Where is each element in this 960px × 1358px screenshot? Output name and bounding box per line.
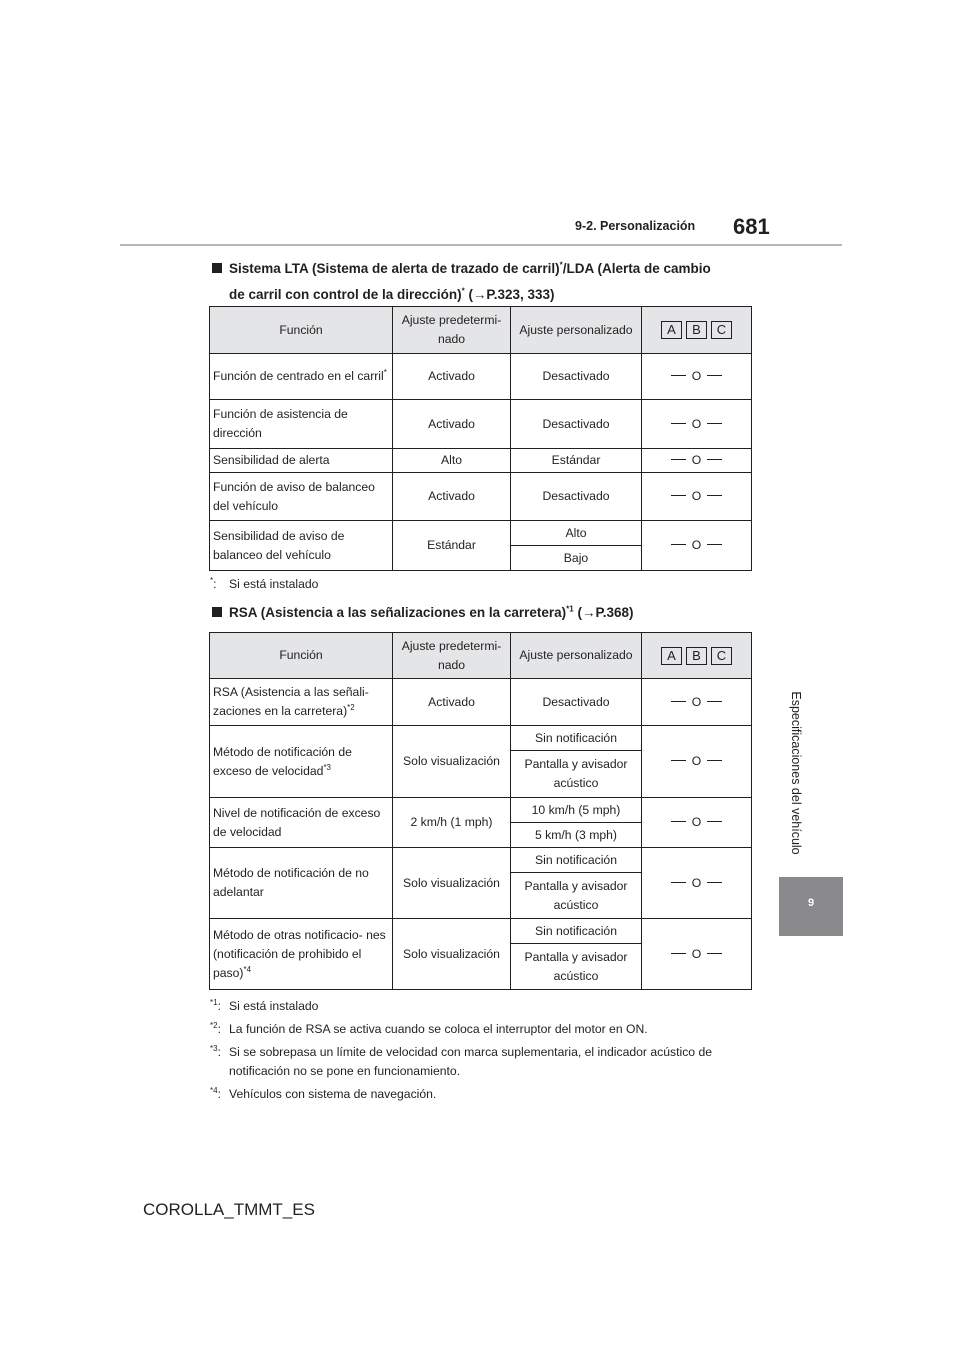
header-divider (120, 244, 842, 246)
table-row: Método de notificación de exceso de velocidad$^{*3}$ Solo visualización Sin notificación O (210, 726, 752, 751)
default-value: Activado (393, 400, 511, 449)
function-name: Función de asistencia de dirección (213, 407, 348, 440)
chapter-tab (779, 877, 843, 936)
custom-value: Desactivado (511, 354, 642, 400)
abc-marks: O (642, 798, 752, 848)
function-name: Nivel de notificación de exceso de velocidad (213, 805, 381, 839)
default-value: Alto (393, 449, 511, 473)
box-b: B (686, 647, 707, 665)
box-b: B (686, 321, 707, 339)
function-name: Función de aviso de balanceo del vehículo (213, 479, 375, 513)
table-row: Función de centrado en el carril* Activado Desactivado O (210, 354, 752, 400)
footnote: $^{*1}$: Si está instalado (210, 997, 319, 1013)
custom-value: Sin notificación (511, 919, 642, 944)
abc-marks: O (642, 726, 752, 798)
function-name: Método de notificación de no adelantar (213, 866, 369, 899)
custom-value: 5 km/h (3 mph) (511, 823, 642, 848)
table-row (210, 521, 752, 546)
table-header-row (210, 307, 752, 354)
default-value: 2 km/h (1 mph) (393, 798, 511, 848)
lta-settings-table (209, 306, 752, 571)
table-row (210, 848, 752, 873)
col-header-funcion: Función (210, 633, 393, 679)
abc-marks: O (642, 354, 752, 400)
section2-heading: RSA (Asistencia a las señalizaciones en la carretera)$^{*1}$ (→P.368) (212, 600, 634, 626)
custom-value: Desactivado (511, 400, 642, 449)
custom-value: Sin notificación (511, 726, 642, 751)
page-number: 681 (733, 214, 770, 239)
footnote: *: Si está instalado (210, 575, 319, 591)
section-title: 9-2. Personalización (575, 219, 696, 233)
function-name: Sensibilidad de aviso de balanceo del vehículo (213, 528, 345, 562)
section1-heading: Sistema LTA (Sistema de alerta de trazado de carril)*/LDA (Alerta de cambio de carril con control de la dirección)* (→P.323, 333) (212, 256, 711, 308)
abc-marks: O (642, 848, 752, 919)
custom-value: Estándar (511, 449, 642, 473)
chapter-side-label (776, 688, 816, 858)
abc-marks: O (642, 919, 752, 990)
custom-value: Desactivado (511, 679, 642, 726)
function-name: Método de otras notificacio- nes (notificación de prohibido el paso) (213, 927, 386, 980)
custom-value: Pantalla y avisador acústico (511, 944, 642, 990)
col-header-abc (642, 307, 752, 354)
footnote: $^{*2}$: La función de RSA se activa cuando se coloca el interruptor del motor en ON. (210, 1020, 648, 1036)
default-value: Solo visualización (393, 919, 511, 990)
default-value: Estándar (393, 521, 511, 571)
function-name: Sensibilidad de alerta (213, 453, 330, 467)
footnote: $^{*3}$: Si se sobrepasa un límite de velocidad con marca suplementaria, el indicador acústico de notificación no se pone en funcionamiento. (210, 1043, 713, 1078)
table-row (210, 449, 752, 473)
abc-marks: O (642, 679, 752, 726)
custom-value: 10 km/h (5 mph) (511, 798, 642, 823)
custom-value: Pantalla y avisador acústico (511, 873, 642, 919)
default-value: Solo visualización (393, 848, 511, 919)
footnote: $^{*4}$: Vehículos con sistema de navegación. (210, 1085, 437, 1101)
custom-value: Desactivado (511, 473, 642, 521)
chapter-number: 9 (807, 897, 815, 909)
table-row (210, 400, 752, 449)
col-header-abc (642, 633, 752, 679)
col-header-default: Ajuste predetermi- nado (393, 633, 511, 679)
document-code: COROLLA_TMMT_ES (143, 1200, 315, 1219)
default-value: Activado (393, 354, 511, 400)
default-value: Solo visualización (393, 726, 511, 798)
col-header-custom: Ajuste personalizado (511, 633, 642, 679)
abc-marks: O (642, 449, 752, 473)
chapter-title: Especificaciones del vehículo (789, 691, 803, 855)
custom-value: Bajo (511, 546, 642, 571)
col-header-funcion: Función (210, 307, 393, 354)
function-name: Método de notificación de exceso de velocidad (213, 744, 352, 778)
table-row: Método de otras notificacio- nes (notificación de prohibido el paso)$^{*4}$ Solo visualización Sin notificación O (210, 919, 752, 944)
rsa-settings-table (209, 632, 752, 990)
table-row: RSA (Asistencia a las señali- zaciones en la carretera)$^{*2}$ Activado Desactivado O (210, 679, 752, 726)
custom-value: Sin notificación (511, 848, 642, 873)
square-bullet-icon (212, 263, 222, 273)
abc-marks: O (642, 521, 752, 571)
box-a: A (661, 321, 682, 339)
table-header-row (210, 633, 752, 679)
table-row (210, 473, 752, 521)
custom-value: Alto (511, 521, 642, 546)
box-a: A (661, 647, 682, 665)
function-name: Función de centrado en el carril (213, 369, 384, 383)
custom-value: Pantalla y avisador acústico (511, 751, 642, 798)
abc-marks: O (642, 400, 752, 449)
col-header-default: Ajuste predetermi- nado (393, 307, 511, 354)
default-value: Activado (393, 473, 511, 521)
box-c: C (711, 647, 732, 665)
box-c: C (711, 321, 732, 339)
square-bullet-icon (212, 607, 222, 617)
default-value: Activado (393, 679, 511, 726)
col-header-custom: Ajuste personalizado (511, 307, 642, 354)
function-name: RSA (Asistencia a las señali- zaciones en la carretera) (213, 685, 369, 718)
table-row (210, 798, 752, 823)
abc-marks: O (642, 473, 752, 521)
